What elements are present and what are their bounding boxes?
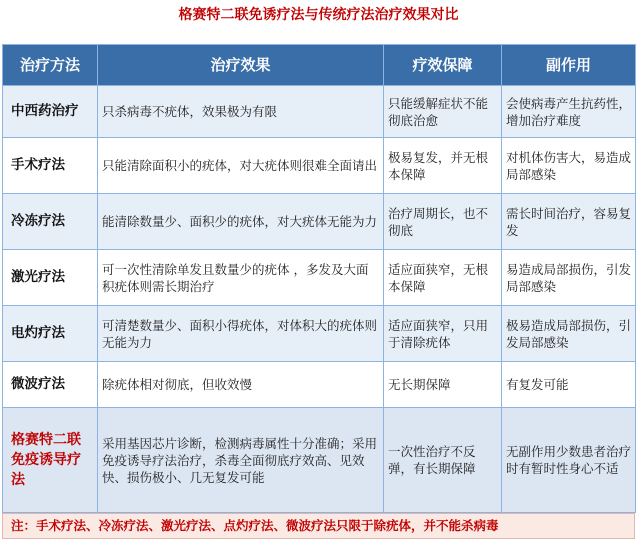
- guarantee-cell: 只能缓解症状不能彻底治愈: [384, 86, 502, 138]
- table-row: [3, 194, 636, 250]
- table-row-featured: [3, 408, 636, 513]
- guarantee-cell: 适应面狭窄，只用于清除疣体: [384, 306, 502, 362]
- effect-cell: 采用基因芯片诊断，检测病毒属性十分准确；采用免疫诱导疗法治疗，杀毒全面彻底疗效高、见效快、损伤极小、几无复发可能: [98, 408, 384, 513]
- method-cell: 手术疗法: [3, 138, 98, 194]
- table-row: [3, 86, 636, 138]
- guarantee-cell: 极易复发，并无根本保障: [384, 138, 502, 194]
- method-cell: 激光疗法: [3, 250, 98, 306]
- header-effect: 治疗效果: [98, 45, 384, 86]
- guarantee-cell: 无长期保障: [384, 362, 502, 408]
- side-effect-cell: 极易造成局部损伤，引发局部感染: [502, 306, 636, 362]
- guarantee-cell: 治疗周期长，也不彻底: [384, 194, 502, 250]
- table-row: [3, 250, 636, 306]
- side-effect-cell: 会使病毒产生抗药性，增加治疗难度: [502, 86, 636, 138]
- method-cell: 格赛特二联免疫诱导疗法: [3, 408, 98, 513]
- method-cell: 中西药治疗: [3, 86, 98, 138]
- side-effect-cell: 易造成局部损伤，引发局部感染: [502, 250, 636, 306]
- method-cell: 电灼疗法: [3, 306, 98, 362]
- comparison-table: [2, 44, 636, 513]
- side-effect-cell: 需长时间治疗，容易复发: [502, 194, 636, 250]
- footnote: 注：手术疗法、冷冻疗法、激光疗法、点灼疗法、微波疗法只限于除疣体，并不能杀病毒: [2, 513, 635, 539]
- effect-cell: 可一次性清除单发且数量少的疣体 ，多发及大面积疣体则需长期治疗: [98, 250, 384, 306]
- side-effect-cell: 对机体伤害大，易造成局部感染: [502, 138, 636, 194]
- method-cell: 冷冻疗法: [3, 194, 98, 250]
- side-effect-cell: 无副作用少数患者治疗时有暂时性身心不适: [502, 408, 636, 513]
- page-title: 格赛特二联免诱疗法与传统疗法治疗效果对比: [178, 7, 459, 23]
- effect-cell: 只能清除面积小的疣体，对大疣体则很难全面请出: [98, 138, 384, 194]
- guarantee-cell: 适应面狭窄，无根本保障: [384, 250, 502, 306]
- header-method: 治疗方法: [3, 45, 98, 86]
- effect-cell: 能清除数量少、面积少的疣体，对大疣体无能为力: [98, 194, 384, 250]
- effect-cell: 只杀病毒不疣体，效果极为有限: [98, 86, 384, 138]
- effect-cell: 除疣体相对彻底，但收效慢: [98, 362, 384, 408]
- header-side-effect: 副作用: [502, 45, 636, 86]
- header-row: [3, 45, 636, 86]
- guarantee-cell: 一次性治疗不反弹，有长期保障: [384, 408, 502, 513]
- header-guarantee: 疗效保障: [384, 45, 502, 86]
- side-effect-cell: 有复发可能: [502, 362, 636, 408]
- table-row: [3, 362, 636, 408]
- table-row: [3, 138, 636, 194]
- table-row: [3, 306, 636, 362]
- effect-cell: 可清楚数量少、面积小得疣体，对体积大的疣体则无能为力: [98, 306, 384, 362]
- method-cell: 微波疗法: [3, 362, 98, 408]
